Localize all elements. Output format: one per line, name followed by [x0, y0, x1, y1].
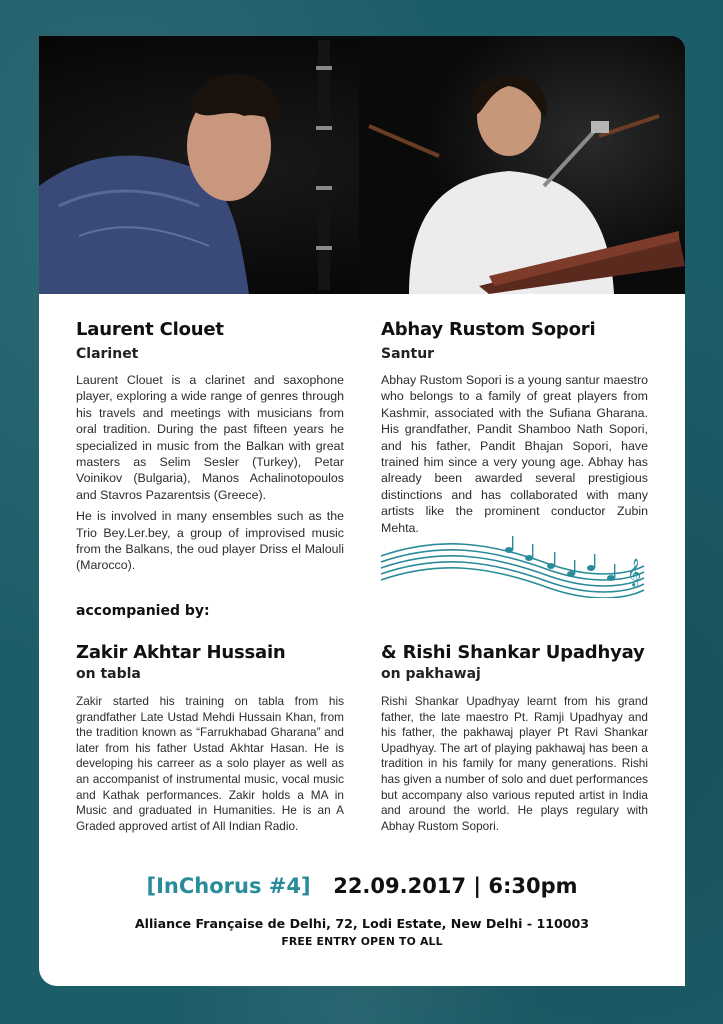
artist-column-right — [381, 319, 648, 536]
artist-bio: Laurent Clouet is a clarinet and saxophone player, exploring a wide range of genres through his travels and meetings with musicians from oral tradition. During the past fifteen years he specialized in music from the Balkan with great masters as Selim Sesler (Turkey), Petar Voinikov (Bulgaria), Manos Achalinotopoulos and Stavros Pazarentsis (Greece). — [76, 373, 344, 502]
artist-name: Abhay Rustom Sopori — [381, 319, 596, 340]
artist-instrument: Santur — [381, 346, 435, 362]
accompanist-name: & Rishi Shankar Upadhyay — [381, 642, 645, 663]
artist-bio: Abhay Rustom Sopori is a young santur maestro who belongs to a family of great players from Kashmir, associated with the Sufiana Gharana. His grandfather, Pandit Shamboo Nath Sopori, and his father, Pandit Bhajan Sopori, have trained him since a very young age. Abhay has already been awarded several prestigious distinctions and has collaborated with many artists like the prominent conductor Zubin Mehta. — [381, 373, 648, 535]
clarinet-icon — [316, 40, 332, 290]
accompanist-bio: Rishi Shankar Upadhyay learnt from his grand father, the late maestro Pt. Ramji Upadhyay and his father, the pakhawaj player Pt Ravi Shankar Upadhyay. The art of playing pakhawaj has been a tradition in his family for many generations. Rishi has given a number of solo and duet performances but accompany also various reputed artist in India and around the world. He plays regulary with Abhay Rustom Sopori. — [381, 694, 648, 833]
music-staff-icon — [379, 536, 649, 598]
accompanist-role: on pakhawaj — [381, 666, 481, 682]
accompanist-column-right — [381, 642, 648, 834]
accompanist-bio: Zakir started his training on tabla from his grandfather Late Ustad Mehdi Hussain Khan, from the tradition known as “Farrukhabad Gharana” and later from his father Ustad Akhtar Hasan. He is developing his carreer as a solo player as well as an accompanist of instrumental music, vocal music and Kathak performances. Zakir holds a MA in Music and graduated in Humanities. He is an A Graded approved artist of All Indian Radio. — [76, 694, 344, 833]
event-datetime: 22.09.2017 | 6:30pm — [333, 874, 578, 898]
accompanist-role: on tabla — [76, 666, 141, 682]
artist-bio: He is involved in many ensembles such as the Trio Bey.Ler.bey, a group of improvised music from the Balkans, the oud player Driss el Malouli (Marocco). — [76, 509, 344, 573]
poster-card — [39, 36, 685, 986]
accompanied-heading: accompanied by: — [76, 603, 210, 619]
event-venue: Alliance Française de Delhi, 72, Lodi Estate, New Delhi - 110003 — [134, 916, 590, 931]
event-line — [39, 874, 685, 898]
accompanist-name: Zakir Akhtar Hussain — [76, 642, 286, 663]
performers-photo-art — [39, 36, 685, 294]
performers-photo — [39, 36, 685, 294]
treble-clef-icon: 𝄞 — [627, 558, 642, 586]
accompanist-column-left — [76, 642, 344, 834]
event-series: [InChorus #4] — [146, 874, 311, 898]
event-entry: FREE ENTRY OPEN TO ALL — [281, 935, 443, 948]
artist-column-left — [76, 319, 344, 574]
artist-name: Laurent Clouet — [76, 319, 224, 340]
artist-instrument: Clarinet — [76, 346, 139, 362]
